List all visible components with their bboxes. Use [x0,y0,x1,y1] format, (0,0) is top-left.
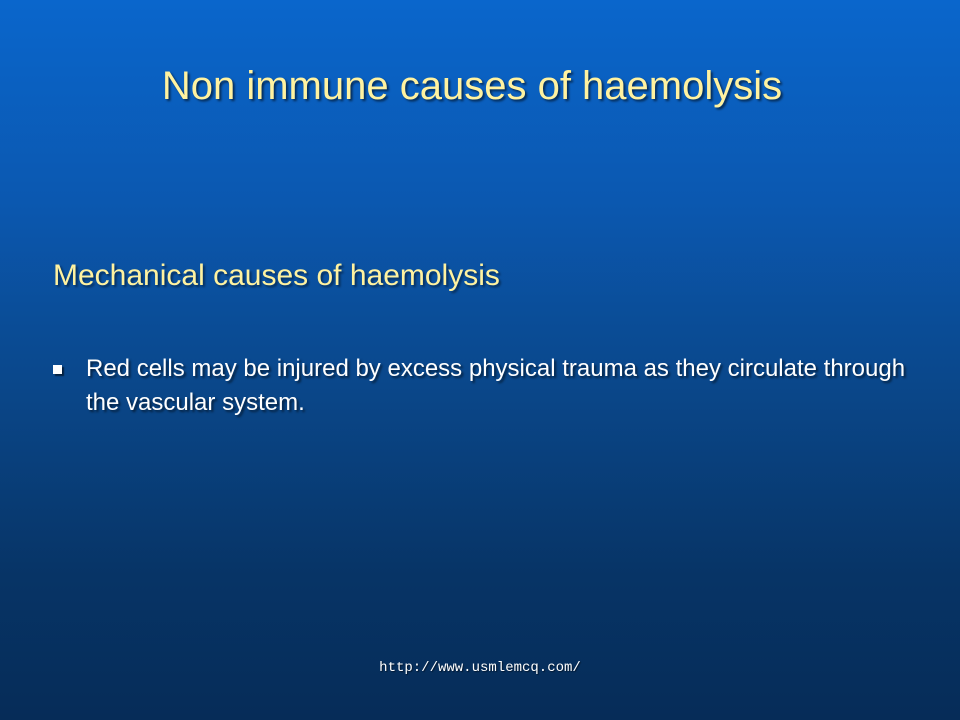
bullet-list [50,352,910,420]
bullet-item [50,352,910,420]
square-bullet-icon [53,365,62,374]
bullet-text: Red cells may be injured by excess physical trauma as they circulate through the vascular system. [86,355,906,416]
section-heading: Mechanical causes of haemolysis [53,259,500,292]
slide-title: Non immune causes of haemolysis [161,64,783,108]
footer-url: http://www.usmlemcq.com/ [379,660,581,676]
